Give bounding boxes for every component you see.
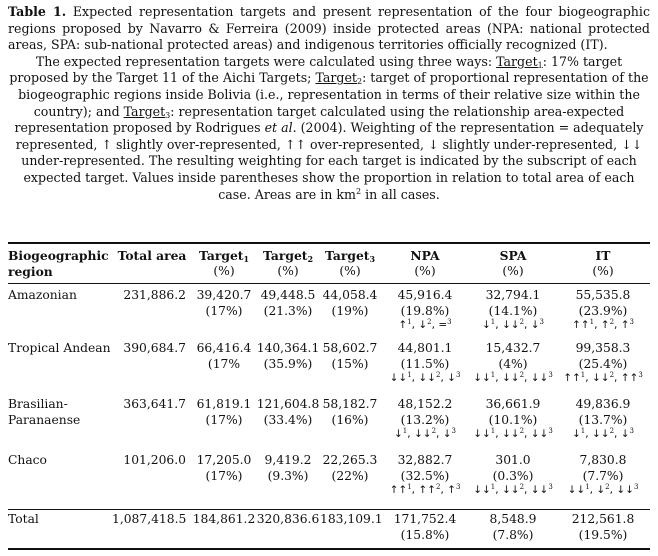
header-it: IT (%) [592,248,614,278]
target3-term: Target$_3$ [123,103,171,120]
target2-value: 49,448.5 (21.3%) [260,288,316,318]
spa-value: 32,794.1 (14.1%) ↓$^1$, ↓↓$^2$, ↓$^3$ [470,283,556,338]
target2-value: 121,604.8 (33.4%) [256,397,320,427]
region-name: Amazonian [8,288,77,302]
weighting-arrows: ↑$^1$, ↓$^2$, =$^3$ [398,318,452,332]
header-target1: Target$_1$ (%) [198,248,250,278]
total-target1: 184,861.2 [192,512,256,526]
header-spa: SPA (%) [499,248,527,278]
header-target3: Target$_3$ (%) [324,248,376,278]
target1-term: Target$_1$ [496,53,543,70]
total-target3: 183,109.1 [320,512,383,526]
table-row [8,283,650,338]
target2-value: 9,419.2 (9.3%) [264,453,312,483]
weighting-arrows: ↓↓$^1$, ↓↓$^2$, ↓↓$^3$ [473,427,553,441]
npa-value: 44,801.1 (11.5%) ↓↓$^1$, ↓↓$^2$, ↓$^3$ [380,338,470,394]
total-area: 363,641.7 [123,397,186,411]
total-target2: 320,836.6 [256,512,320,526]
header-row [8,244,650,283]
target2-term: Target$_2$ [315,70,363,87]
it-value: 55,535.8 (23.9%) ↑↑$^1$, ↑$^2$, ↑$^3$ [556,283,650,338]
spa-value: 301.0 (0.3%) ↓↓$^1$, ↓↓$^2$, ↓↓$^3$ [470,450,556,507]
total-area: 390,684.7 [123,341,186,355]
region-name: Chaco [8,453,47,467]
total-label: Total [8,512,39,526]
total-spa: 8,548.9 (7.8%) [489,512,537,542]
weighting-arrows: ↓$^1$, ↓↓$^2$, ↓$^3$ [481,318,544,332]
header-region: Biogeographic region [8,248,109,279]
it-value: 7,830.8 (7.7%) ↓↓$^1$, ↓$^2$, ↓↓$^3$ [556,450,650,507]
table-row [8,450,650,507]
weighting-arrows: ↓↓$^1$, ↓↓$^2$, ↓↓$^3$ [473,371,553,385]
table-row [8,338,650,394]
weighting-arrows: ↓$^1$, ↓↓$^2$, ↓$^3$ [571,427,634,441]
it-value: 99,358.3 (25.4%) ↑↑$^1$, ↓↓$^2$, ↑↑$^3$ [556,338,650,394]
target3-value: 22,265.3 (22%) [322,453,378,483]
weighting-arrows: ↑↑$^1$, ↑↑$^2$, ↑$^3$ [389,483,461,497]
target3-value: 44,058.4 (19%) [322,288,378,318]
total-npa: 171,752.4 (15.8%) [393,512,457,542]
target3-value: 58,602.7 (15%) [322,341,378,371]
target3-value: 58,182.7 (16%) [322,397,378,427]
caption-first-paragraph: Expected representation targets and present representation of the four biogeographic regions proposed by Navarro & Ferreira (2009) inside protected areas (NPA: national protected areas, SPA: sub-national protected areas) and indigenous territories officially recognized (IT). [8,4,651,53]
region-name: Brasilian- Paranaense [8,397,81,427]
npa-value: 48,152.2 (13.2%) ↓$^1$, ↓↓$^2$, ↓$^3$ [380,394,470,450]
it-value: 49,836.9 (13.7%) ↓$^1$, ↓↓$^2$, ↓$^3$ [556,394,650,450]
weighting-arrows: ↑↑$^1$, ↑$^2$, ↑$^3$ [571,318,634,332]
total-area: 231,886.2 [123,288,186,302]
caption-second-paragraph: The expected representation targets were calculated using three ways: Target$_1$: 17% target proposed by the Target 11 of the Aichi Targets; Target$_2$: target of proportional representation of the biogeographic regions inside Bolivia (i.e., representation in terms of their relative size within the country); and Target$_3$: representation target calculated using the relationship area-expected representation proposed by Rodrigues et al. (2004). Weighting of the representation = adequately represented, ↑ slightly over-represented, ↑↑ over-represented, ↓ slightly under-represented, ↓↓ under-represented. The resulting weighting for each target is indicated by the subscript of each expected target. Values inside parentheses show the proportion in relation to total area of each case. Areas are in $km^2$ in all cases. [9,53,649,202]
target1-value: 39,420.7 (17%) [196,288,252,318]
weighting-arrows: ↑↑$^1$, ↓↓$^2$, ↑↑$^3$ [563,371,643,385]
spa-value: 15,432.7 (4%) ↓↓$^1$, ↓↓$^2$, ↓↓$^3$ [470,338,556,394]
weighting-arrows: ↓↓$^1$, ↓↓$^2$, ↓$^3$ [389,371,461,385]
header-total-area: Total area [117,248,187,263]
weighting-arrows: ↓↓$^1$, ↓↓$^2$, ↓↓$^3$ [473,483,553,497]
target2-value: 140,364.1 (35.9%) [256,341,320,371]
header-target2: Target$_2$ (%) [262,248,314,278]
table-bottom-rule [8,548,650,550]
total-row [8,507,650,545]
table-caption [8,4,650,203]
table-body [8,283,650,507]
table-total [8,507,650,545]
table-row [8,394,650,450]
region-name: Tropical Andean [8,341,111,355]
weighting-arrows: ↓↓$^1$, ↓$^2$, ↓↓$^3$ [567,483,639,497]
header-npa: NPA (%) [410,248,440,278]
representation-table [8,244,650,545]
spa-value: 36,661.9 (10.1%) ↓↓$^1$, ↓↓$^2$, ↓↓$^3$ [470,394,556,450]
total-area: 101,206.0 [123,453,186,467]
npa-value: 45,916.4 (19.8%) ↑$^1$, ↓$^2$, =$^3$ [380,283,470,338]
caption-label: Table 1. [8,4,67,19]
npa-value: 32,882.7 (32.5%) ↑↑$^1$, ↑↑$^2$, ↑$^3$ [380,450,470,507]
target1-value: 17,205.0 (17%) [196,453,252,483]
total-total-area: 1,087,418.5 [112,512,187,526]
total-it: 212,561.8 (19.5%) [571,512,635,542]
weighting-arrows: ↓$^1$, ↓↓$^2$, ↓$^3$ [393,427,456,441]
target1-value: 66,416.4 (17% [196,341,252,371]
target1-value: 61,819.1 (17%) [196,397,252,427]
